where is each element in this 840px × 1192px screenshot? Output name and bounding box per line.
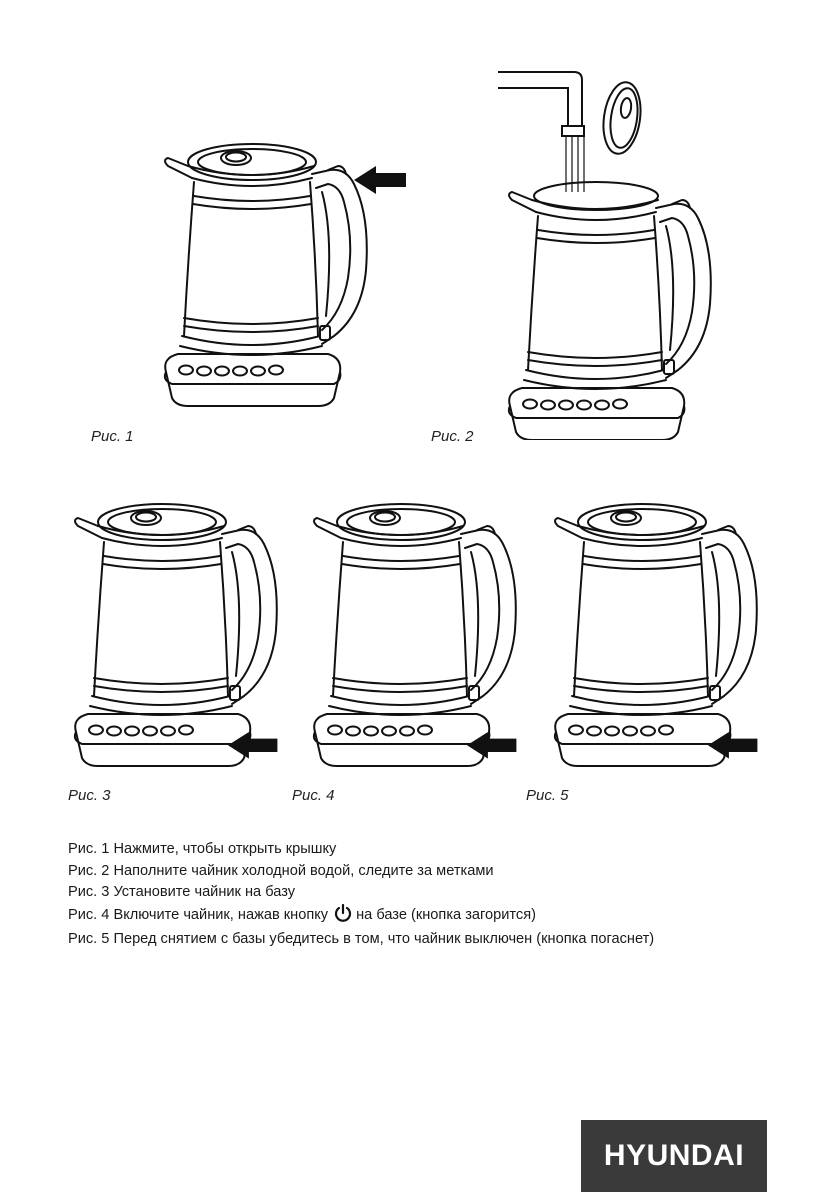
instruction-line-4-end: на базе (кнопка загорится) <box>356 906 536 923</box>
instruction-line-5: Рис. 5 Перед снятием с базы убедитесь в том, что чайник выключен (кнопка погаснет) <box>68 931 655 948</box>
figure-5 <box>548 500 808 785</box>
arrow-left-icon <box>708 732 757 759</box>
instruction-line-4 <box>68 904 788 930</box>
arrow-left-icon <box>467 732 516 759</box>
figure-4-caption: Рис. 4 <box>292 787 335 804</box>
faucet-icon <box>498 72 584 192</box>
arrow-left-icon <box>354 166 406 194</box>
kettle-illustration-4 <box>307 500 567 780</box>
kettle-illustration-5 <box>548 500 808 780</box>
brand-logo <box>581 1120 767 1192</box>
figure-3-caption: Рис. 3 <box>68 787 111 804</box>
instructions-list <box>68 839 788 951</box>
kettle-illustration-1 <box>158 140 418 420</box>
figure-2 <box>498 70 728 445</box>
instruction-line-3: Рис. 3 Установите чайник на базу <box>68 884 296 901</box>
brand-logo-text: HYUNDAI <box>603 1139 745 1172</box>
open-lid <box>599 80 645 156</box>
kettle-illustration-3 <box>68 500 328 780</box>
arrow-left-icon <box>228 732 277 759</box>
kettle-illustration-2 <box>498 70 728 440</box>
figure-3 <box>68 500 328 785</box>
figure-2-caption: Рис. 2 <box>431 428 474 445</box>
instruction-line-1: Рис. 1 Нажмите, чтобы открыть крышку <box>68 841 337 857</box>
power-icon <box>334 904 352 930</box>
instruction-line-4-start: Рис. 4 Включите чайник, нажав кнопку <box>68 906 329 923</box>
figure-1 <box>158 140 418 425</box>
figure-1-caption: Рис. 1 <box>91 428 134 445</box>
figure-5-caption: Рис. 5 <box>526 787 569 804</box>
instruction-line-2: Рис. 2 Наполните чайник холодной водой, следите за метками <box>68 862 494 879</box>
figure-4 <box>307 500 567 785</box>
